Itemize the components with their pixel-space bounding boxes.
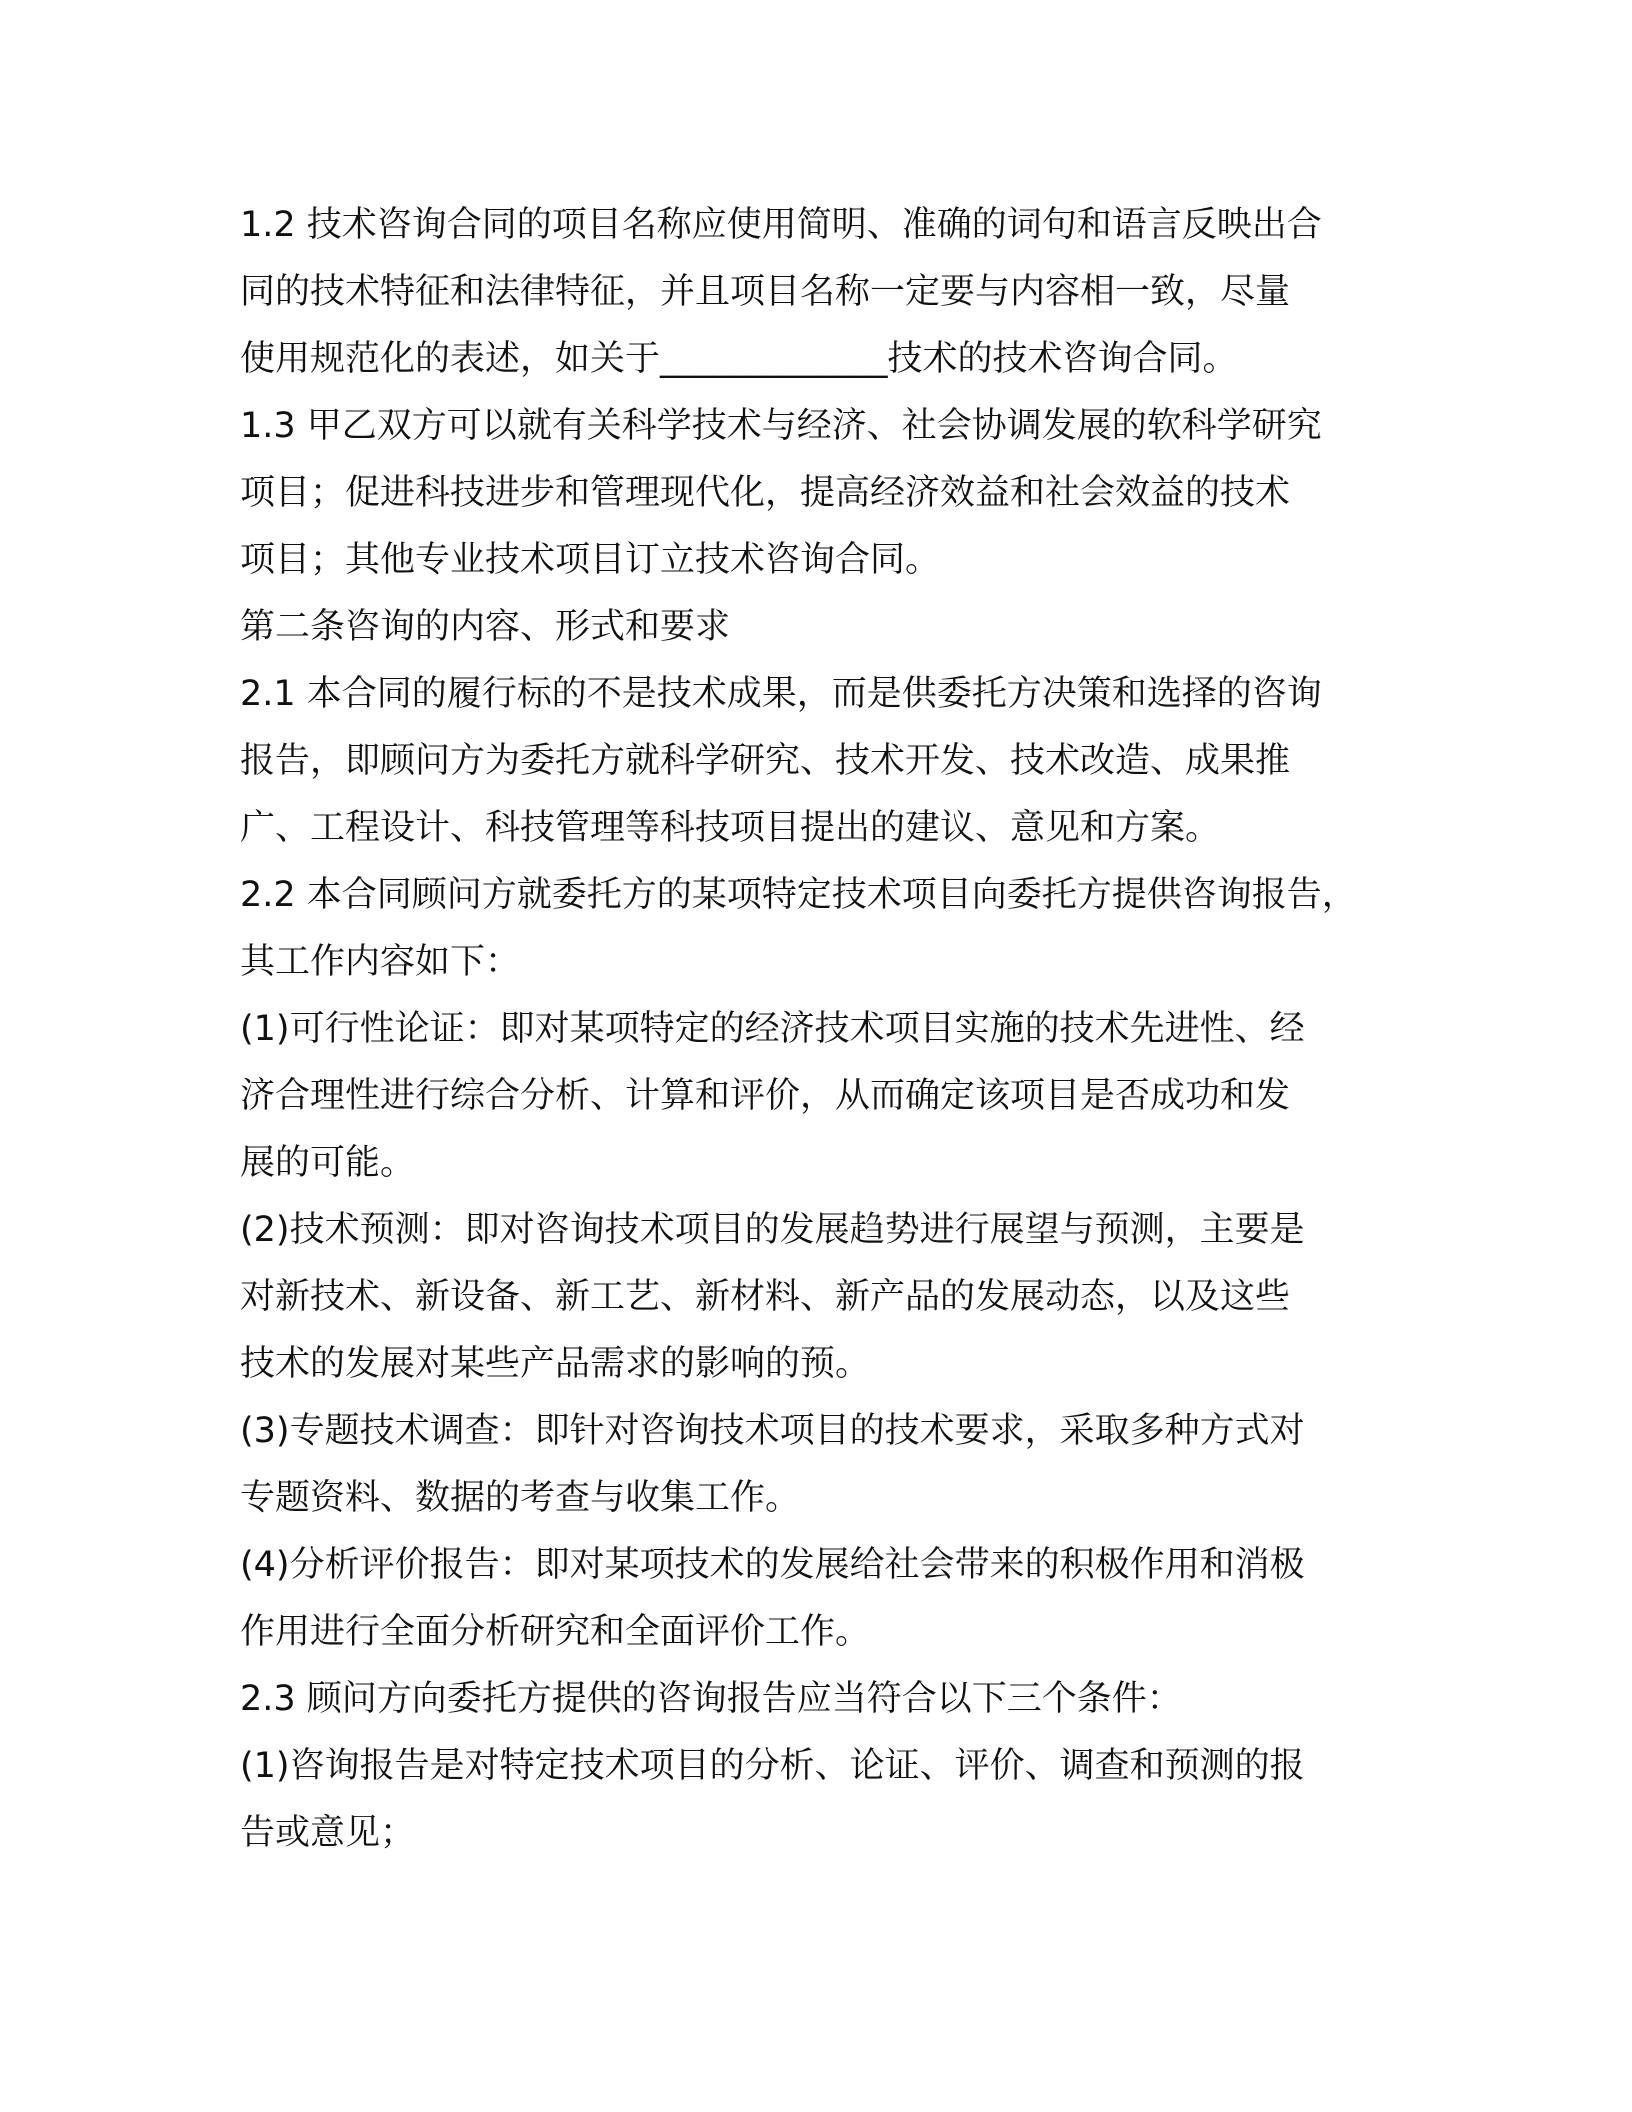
section-heading: 第二条咨询的内容、形式和要求 xyxy=(240,607,731,647)
text-line: 1.3 甲乙双方可以就有关科学技术与经济、社会协调发展的软科学研究 xyxy=(240,406,1322,446)
text-line: 2.2 本合同顾问方就委托方的某项特定技术项目向委托方提供咨询报告， xyxy=(240,875,1357,915)
text-line: 专题资料、数据的考查与收集工作。 xyxy=(240,1478,801,1518)
document-body xyxy=(240,192,1410,1867)
text-line: 技术的发展对某些产品需求的影响的预。 xyxy=(240,1344,871,1384)
text-line: (4)分析评价报告：即对某项技术的发展给社会带来的积极作用和消极 xyxy=(240,1545,1305,1585)
text-line: 2.1 本合同的履行标的不是技术成果，而是供委托方决策和选择的咨询 xyxy=(240,674,1322,714)
text-line: 2.3 顾问方向委托方提供的咨询报告应当符合以下三个条件： xyxy=(240,1679,1182,1719)
text-line: 项目；促进科技进步和管理现代化，提高经济效益和社会效益的技术 xyxy=(240,473,1291,513)
text-line: 报告，即顾问方为委托方就科学研究、技术开发、技术改造、成果推 xyxy=(240,741,1291,781)
text-line: (1)咨询报告是对特定技术项目的分析、论证、评价、调查和预测的报 xyxy=(240,1746,1305,1786)
text-line: 同的技术特征和法律特征，并且项目名称一定要与内容相一致，尽量 xyxy=(240,272,1291,312)
text-line: 展的可能。 xyxy=(240,1143,416,1183)
text-line: 其工作内容如下： xyxy=(240,942,521,982)
text-line: 广、工程设计、科技管理等科技项目提出的建议、意见和方案。 xyxy=(240,808,1221,848)
text-line: 使用规范化的表述，如关于_____________技术的技术咨询合同。 xyxy=(240,339,1238,379)
text-line: (3)专题技术调查：即针对咨询技术项目的技术要求，采取多种方式对 xyxy=(240,1411,1305,1451)
text-line: 济合理性进行综合分析、计算和评价，从而确定该项目是否成功和发 xyxy=(240,1076,1291,1116)
text-line: (2)技术预测：即对咨询技术项目的发展趋势进行展望与预测，主要是 xyxy=(240,1210,1305,1250)
text-line: 告或意见； xyxy=(240,1813,416,1853)
text-line: 1.2 技术咨询合同的项目名称应使用简明、准确的词句和语言反映出合 xyxy=(240,205,1322,245)
text-line: 项目；其他专业技术项目订立技术咨询合同。 xyxy=(240,540,941,580)
text-line: 作用进行全面分析研究和全面评价工作。 xyxy=(240,1612,871,1652)
text-line: (1)可行性论证：即对某项特定的经济技术项目实施的技术先进性、经 xyxy=(240,1009,1305,1049)
text-line: 对新技术、新设备、新工艺、新材料、新产品的发展动态，以及这些 xyxy=(240,1277,1291,1317)
